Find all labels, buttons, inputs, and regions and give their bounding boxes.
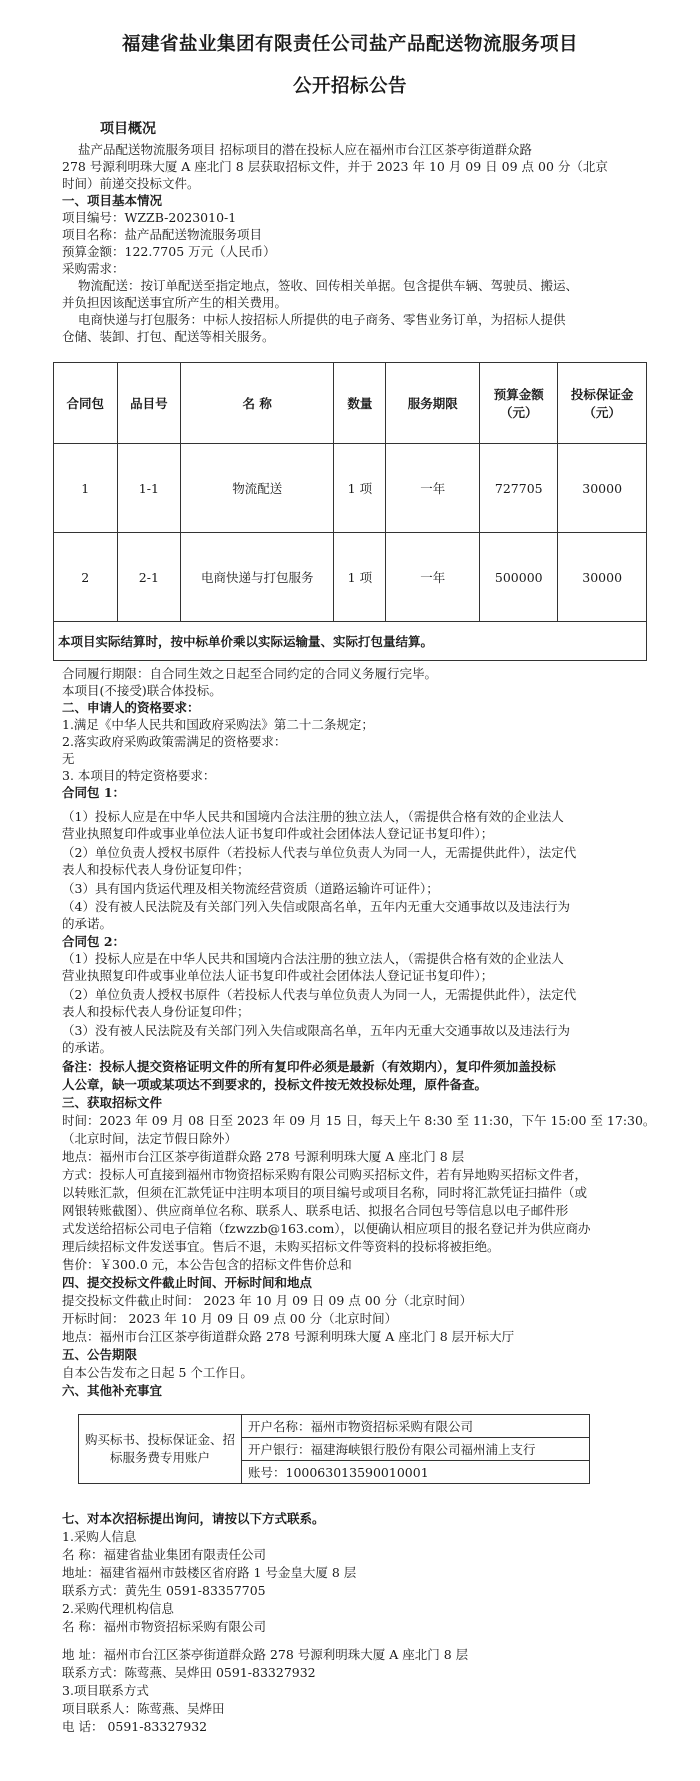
budget-amount: 预算金额：122.7705 万元（人民币） <box>62 244 276 259</box>
contact-subheading: 2.采购代理机构信息 <box>62 1601 174 1616</box>
table-cell: 2 <box>54 533 118 622</box>
table-header-cell: 合同包 <box>54 363 118 444</box>
overview-text: 278 号源利明珠大厦 A 座北门 8 层获取招标文件，并于 2023 年 10 月 09 日 09 点 00 分（北京 <box>62 159 608 174</box>
account-table <box>78 1414 590 1484</box>
remark-text: 人公章，缺一项或某项达不到要求的，投标文件按无效投标处理，原件备查。 <box>62 1077 488 1092</box>
table-header-cell: 数量 <box>334 363 386 444</box>
requirement-text: 物流配送：按订单配送至指定地点，签收、回传相关单据。包含提供车辆、驾驶员、搬运、 <box>78 278 579 293</box>
contact-text: 名 称：福州市物资招标采购有限公司 <box>62 1619 266 1634</box>
qualification-text: 的承诺。 <box>62 1040 113 1055</box>
obtain-method: 以转账汇款，但须在汇款凭证中注明本项目的项目编号或项目名称，同时将汇款凭证扫描件（或 <box>62 1185 588 1200</box>
contact-text: 地址：福建省福州市鼓楼区省府路 1 号金皇大厦 8 层 <box>62 1565 357 1580</box>
package-heading: 合同包 1： <box>62 785 126 800</box>
qualification-text: 的承诺。 <box>62 916 113 931</box>
account-bank: 开户银行：福建海峡银行股份有限公司福州浦上支行 <box>242 1438 590 1461</box>
contact-text: 电 话： 0591-83327932 <box>62 1719 208 1734</box>
requirement-text: 并负担因该配送事宜所产生的相关费用。 <box>62 295 288 310</box>
account-label: 购买标书、投标保证金、招标服务费专用账户 <box>79 1415 242 1484</box>
contract-period: 合同履行期限：自合同生效之日起至合同约定的合同义务履行完毕。 <box>62 666 438 681</box>
table-header-cell: 服务期限 <box>386 363 480 444</box>
table-note-row <box>54 622 647 661</box>
qualification-text: （1）投标人应是在中华人民共和国境内合法注册的独立法人，（需提供合格有效的企业法人 <box>62 951 564 966</box>
table-note: 本项目实际结算时，按中标单价乘以实际运输量、实际打包量结算。 <box>54 622 647 661</box>
account-number: 账号：100063013590010001 <box>242 1461 590 1484</box>
section-heading: 三、获取招标文件 <box>62 1095 163 1110</box>
qualification-text: 表人和投标代表人身份证复印件； <box>62 862 250 877</box>
obtain-method: 式发送给招标公司电子信箱（fzwzzb@163.com），以便确认相应项目的报名登记并为供应商办 <box>62 1221 591 1236</box>
table-header-cell: 品目号 <box>117 363 181 444</box>
table-cell: 30000 <box>558 533 647 622</box>
requirement-text: 电商快递与打包服务：中标人按招标人所提供的电子商务、零售业务订单，为招标人提供 <box>78 312 566 327</box>
section-heading: 四、提交投标文件截止时间、开标时间和地点 <box>62 1275 313 1290</box>
qualification-item: 2.落实政府采购政策需满足的资格要求： <box>62 734 287 749</box>
obtain-time: 时间：2023 年 09 月 08 日至 2023 年 09 月 15 日，每天上午 8:30 至 11:30，下午 15:00 至 17:30。 <box>62 1113 656 1128</box>
contact-text: 地 址：福州市台江区茶亭街道群众路 278 号源利明珠大厦 A 座北门 8 层 <box>62 1647 469 1662</box>
section-heading: 七、对本次招标提出询问，请按以下方式联系。 <box>62 1511 325 1526</box>
qualification-text: （4）没有被人民法院及有关部门列入失信或限高名单，五年内无重大交通事故以及违法行为 <box>62 899 570 914</box>
qualification-text: （2）单位负责人授权书原件（若投标人代表与单位负责人为同一人，无需提供此件），法定代 <box>62 845 577 860</box>
remark-text: 备注：投标人提交资格证明文件的所有复印件必须是最新（有效期内），复印件须加盖投标 <box>62 1059 556 1074</box>
table-cell: 一年 <box>386 444 480 533</box>
section-heading: 二、申请人的资格要求： <box>62 700 200 715</box>
opening-time: 开标时间： 2023 年 10 月 09 日 09 点 00 分（北京时间） <box>62 1311 398 1326</box>
table-cell: 1-1 <box>117 444 181 533</box>
table-row <box>54 533 647 622</box>
table-cell: 30000 <box>558 444 647 533</box>
obtain-method: 方式：投标人可直接到福州市物资招标采购有限公司购买招标文件，若有异地购买招标文件者， <box>62 1167 588 1182</box>
bid-deadline: 提交投标文件截止时间： 2023 年 10 月 09 日 09 点 00 分（北京时间） <box>62 1293 473 1308</box>
requirement-heading: 采购需求： <box>62 261 125 276</box>
qualification-text: （3）没有被人民法院及有关部门列入失信或限高名单，五年内无重大交通事故以及违法行为 <box>62 1023 570 1038</box>
contact-subheading: 1.采购人信息 <box>62 1529 137 1544</box>
qualification-text: （3）具有国内货运代理及相关物流经营资质（道路运输许可证件）； <box>62 881 439 896</box>
table-cell: 物流配送 <box>181 444 334 533</box>
table-row <box>54 444 647 533</box>
account-name: 开户名称：福州市物资招标采购有限公司 <box>242 1415 590 1438</box>
notice-period: 自本公告发布之日起 5 个工作日。 <box>62 1365 253 1380</box>
doc-title-line2: 公开招标公告 <box>292 76 407 97</box>
qualification-item: 1.满足《中华人民共和国政府采购法》第二十二条规定； <box>62 717 374 732</box>
qualification-text: 表人和投标代表人身份证复印件； <box>62 1004 250 1019</box>
obtain-time: （北京时间，法定节假日除外） <box>62 1131 238 1146</box>
doc-title-line1: 福建省盐业集团有限责任公司盐产品配送物流服务项目 <box>121 34 578 55</box>
section-heading: 五、公告期限 <box>62 1347 138 1362</box>
section-heading: 六、其他补充事宜 <box>62 1383 163 1398</box>
project-name: 项目名称：盐产品配送物流服务项目 <box>62 227 263 242</box>
table-cell: 1 <box>54 444 118 533</box>
qualification-item: 无 <box>62 751 75 766</box>
document-price: 售价：￥300.0 元，本公告包含的招标文件售价总和 <box>62 1257 352 1272</box>
obtain-method: 理后续招标文件发送事宜。售后不退，未购买招标文件等资料的投标将被拒绝。 <box>62 1239 500 1254</box>
table-cell: 电商快递与打包服务 <box>181 533 334 622</box>
section-heading: 一、项目基本情况 <box>62 193 163 208</box>
package-heading: 合同包 2： <box>62 934 126 949</box>
table-cell: 1 项 <box>334 533 386 622</box>
qualification-text: 营业执照复印件或事业单位法人证书复印件或社会团体法人登记证书复印件）； <box>62 968 494 983</box>
joint-bid-note: 本项目(不接受)联合体投标。 <box>62 683 222 698</box>
table-header-cell: 投标保证金（元） <box>558 363 647 444</box>
table-cell: 727705 <box>480 444 558 533</box>
requirement-text: 仓储、装卸、打包、配送等相关服务。 <box>62 329 275 344</box>
table-cell: 一年 <box>386 533 480 622</box>
procurement-table <box>53 362 647 661</box>
table-cell: 500000 <box>480 533 558 622</box>
table-cell: 2-1 <box>117 533 181 622</box>
table-cell: 1 项 <box>334 444 386 533</box>
table-header-cell: 名 称 <box>181 363 334 444</box>
table-row <box>79 1415 590 1438</box>
obtain-method: 网银转账截图）、供应商单位名称、联系人、联系电话、拟报名合同包号等信息以电子邮件形 <box>62 1203 569 1218</box>
overview-text: 盐产品配送物流服务项目 招标项目的潜在投标人应在福州市台江区茶亭街道群众路 <box>78 142 532 157</box>
opening-place: 地点：福州市台江区茶亭街道群众路 278 号源利明珠大厦 A 座北门 8 层开标大厅 <box>62 1329 515 1344</box>
contact-text: 联系方式：陈莺燕、吴烨田 0591-83327932 <box>62 1665 316 1680</box>
overview-heading: 项目概况 <box>100 121 156 137</box>
qualification-text: （2）单位负责人授权书原件（若投标人代表与单位负责人为同一人，无需提供此件），法定代 <box>62 987 577 1002</box>
qualification-text: 营业执照复印件或事业单位法人证书复印件或社会团体法人登记证书复印件）； <box>62 826 494 841</box>
project-number: 项目编号：WZZB-2023010-1 <box>62 210 237 225</box>
contact-text: 项目联系人：陈莺燕、吴烨田 <box>62 1701 225 1716</box>
table-header-cell: 预算金额（元） <box>480 363 558 444</box>
table-header-row <box>54 363 647 444</box>
contact-subheading: 3.项目联系方式 <box>62 1683 149 1698</box>
obtain-place: 地点：福州市台江区茶亭街道群众路 278 号源利明珠大厦 A 座北门 8 层 <box>62 1149 465 1164</box>
contact-text: 联系方式：黄先生 0591-83357705 <box>62 1583 266 1598</box>
qualification-text: （1）投标人应是在中华人民共和国境内合法注册的独立法人，（需提供合格有效的企业法人 <box>62 809 564 824</box>
contact-text: 名 称：福建省盐业集团有限责任公司 <box>62 1547 266 1562</box>
qualification-item: 3. 本项目的特定资格要求： <box>62 768 216 783</box>
overview-text: 时间）前递交投标文件。 <box>62 176 200 191</box>
